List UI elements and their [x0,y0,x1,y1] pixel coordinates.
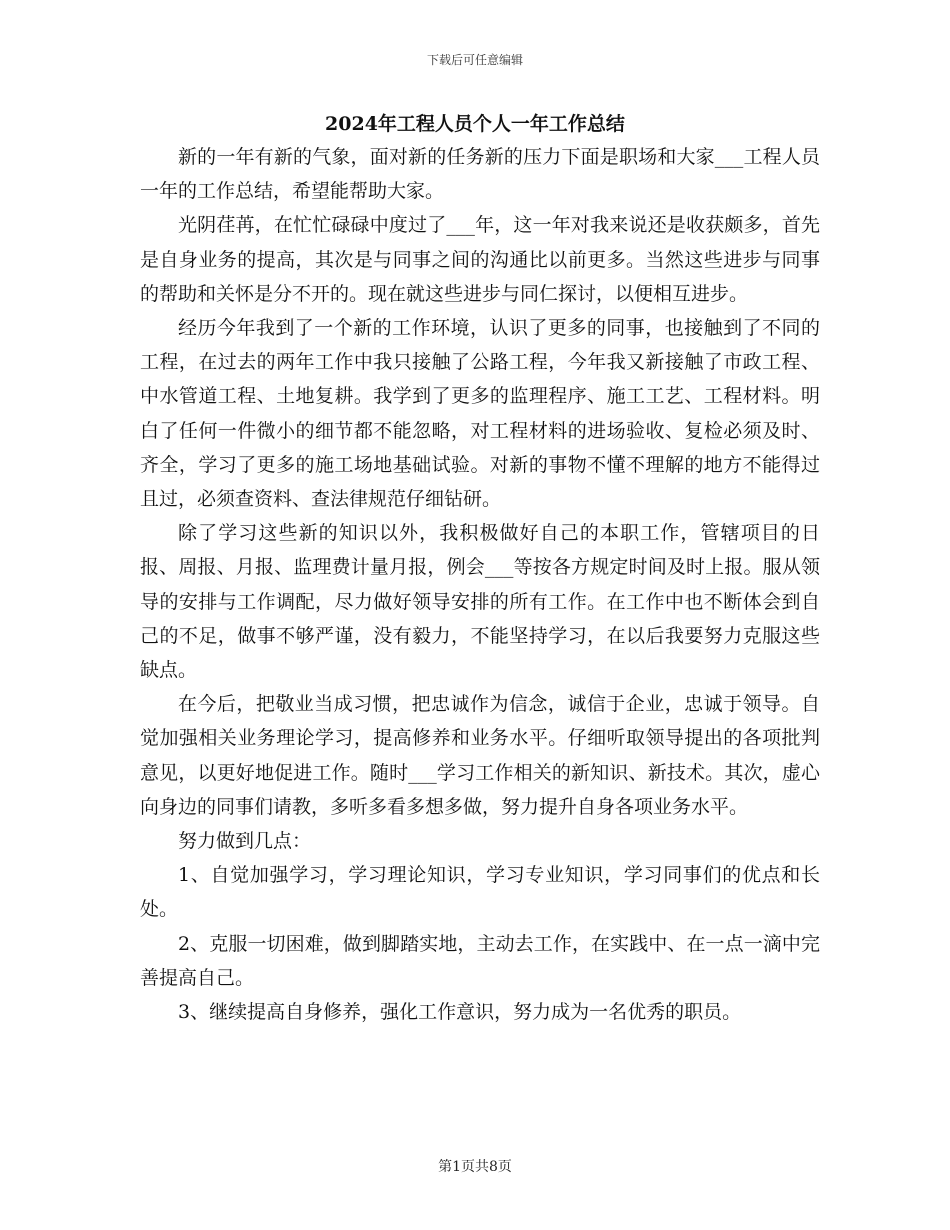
list-item-goal-2: 2、克服一切困难，做到脚踏实地，主动去工作，在实践中、在一点一滴中完善提高自己。 [140,932,820,989]
paragraph-time-review: 光阴荏苒，在忙忙碌碌中度过了___年，这一年对我来说还是收获颇多，首先是自身业务的提高，其次是与同事之间的沟通比以前更多。当然这些进步与同事的帮助和关怀是分不开的。现在就这些进步与同仁探讨，以便相互进步。 [140,214,820,305]
document-body [140,140,820,1029]
document-title: 2024年工程人员个人一年工作总结 [325,113,625,135]
page-number: 第1页共8页 [438,1159,512,1175]
list-item-goal-1: 1、自觉加强学习，学习理论知识，学习专业知识，学习同事们的优点和长处。 [140,864,820,921]
list-item-goal-3: 3、继续提高自身修养，强化工作意识，努力成为一名优秀的职员。 [178,1001,742,1024]
paragraph-goals-heading: 努力做到几点： [178,830,312,853]
paragraph-intro: 新的一年有新的气象，面对新的任务新的压力下面是职场和大家___工程人员一年的工作总结，希望能帮助大家。 [140,146,820,203]
paragraph-new-environment: 经历今年我到了一个新的工作环境，认识了更多的同事，也接触到了不同的工程，在过去的两年工作中我只接触了公路工程，今年我又新接触了市政工程、中水管道工程、土地复耕。我学到了更多的监理程序、施工工艺、工程材料。明白了任何一件微小的细节都不能忽略，对工程材料的进场验收、复检必须及时、齐全，学习了更多的施工场地基础试验。对新的事物不懂不理解的地方不能得过且过，必须查资料、查法律规范仔细钻研。 [140,317,820,511]
paragraph-duties: 除了学习这些新的知识以外，我积极做好自己的本职工作，管辖项目的日报、周报、月报、监理费计量月报，例会___等按各方规定时间及时上报。服从领导的安排与工作调配，尽力做好领导安排的所有工作。在工作中也不断体会到自己的不足，做事不够严谨，没有毅力，不能坚持学习，在以后我要努力克服这些缺点。 [140,522,820,682]
paragraph-future-plans: 在今后，把敬业当成习惯，把忠诚作为信念，诚信于企业，忠诚于领导。自觉加强相关业务理论学习，提高修养和业务水平。仔细听取领导提出的各项批判意见，以更好地促进工作。随时___学习工作相关的新知识、新技术。其次，虚心向身边的同事们请教，多听多看多想多做，努力提升自身各项业务水平。 [140,693,820,818]
header-note: 下载后可任意编辑 [426,53,523,67]
